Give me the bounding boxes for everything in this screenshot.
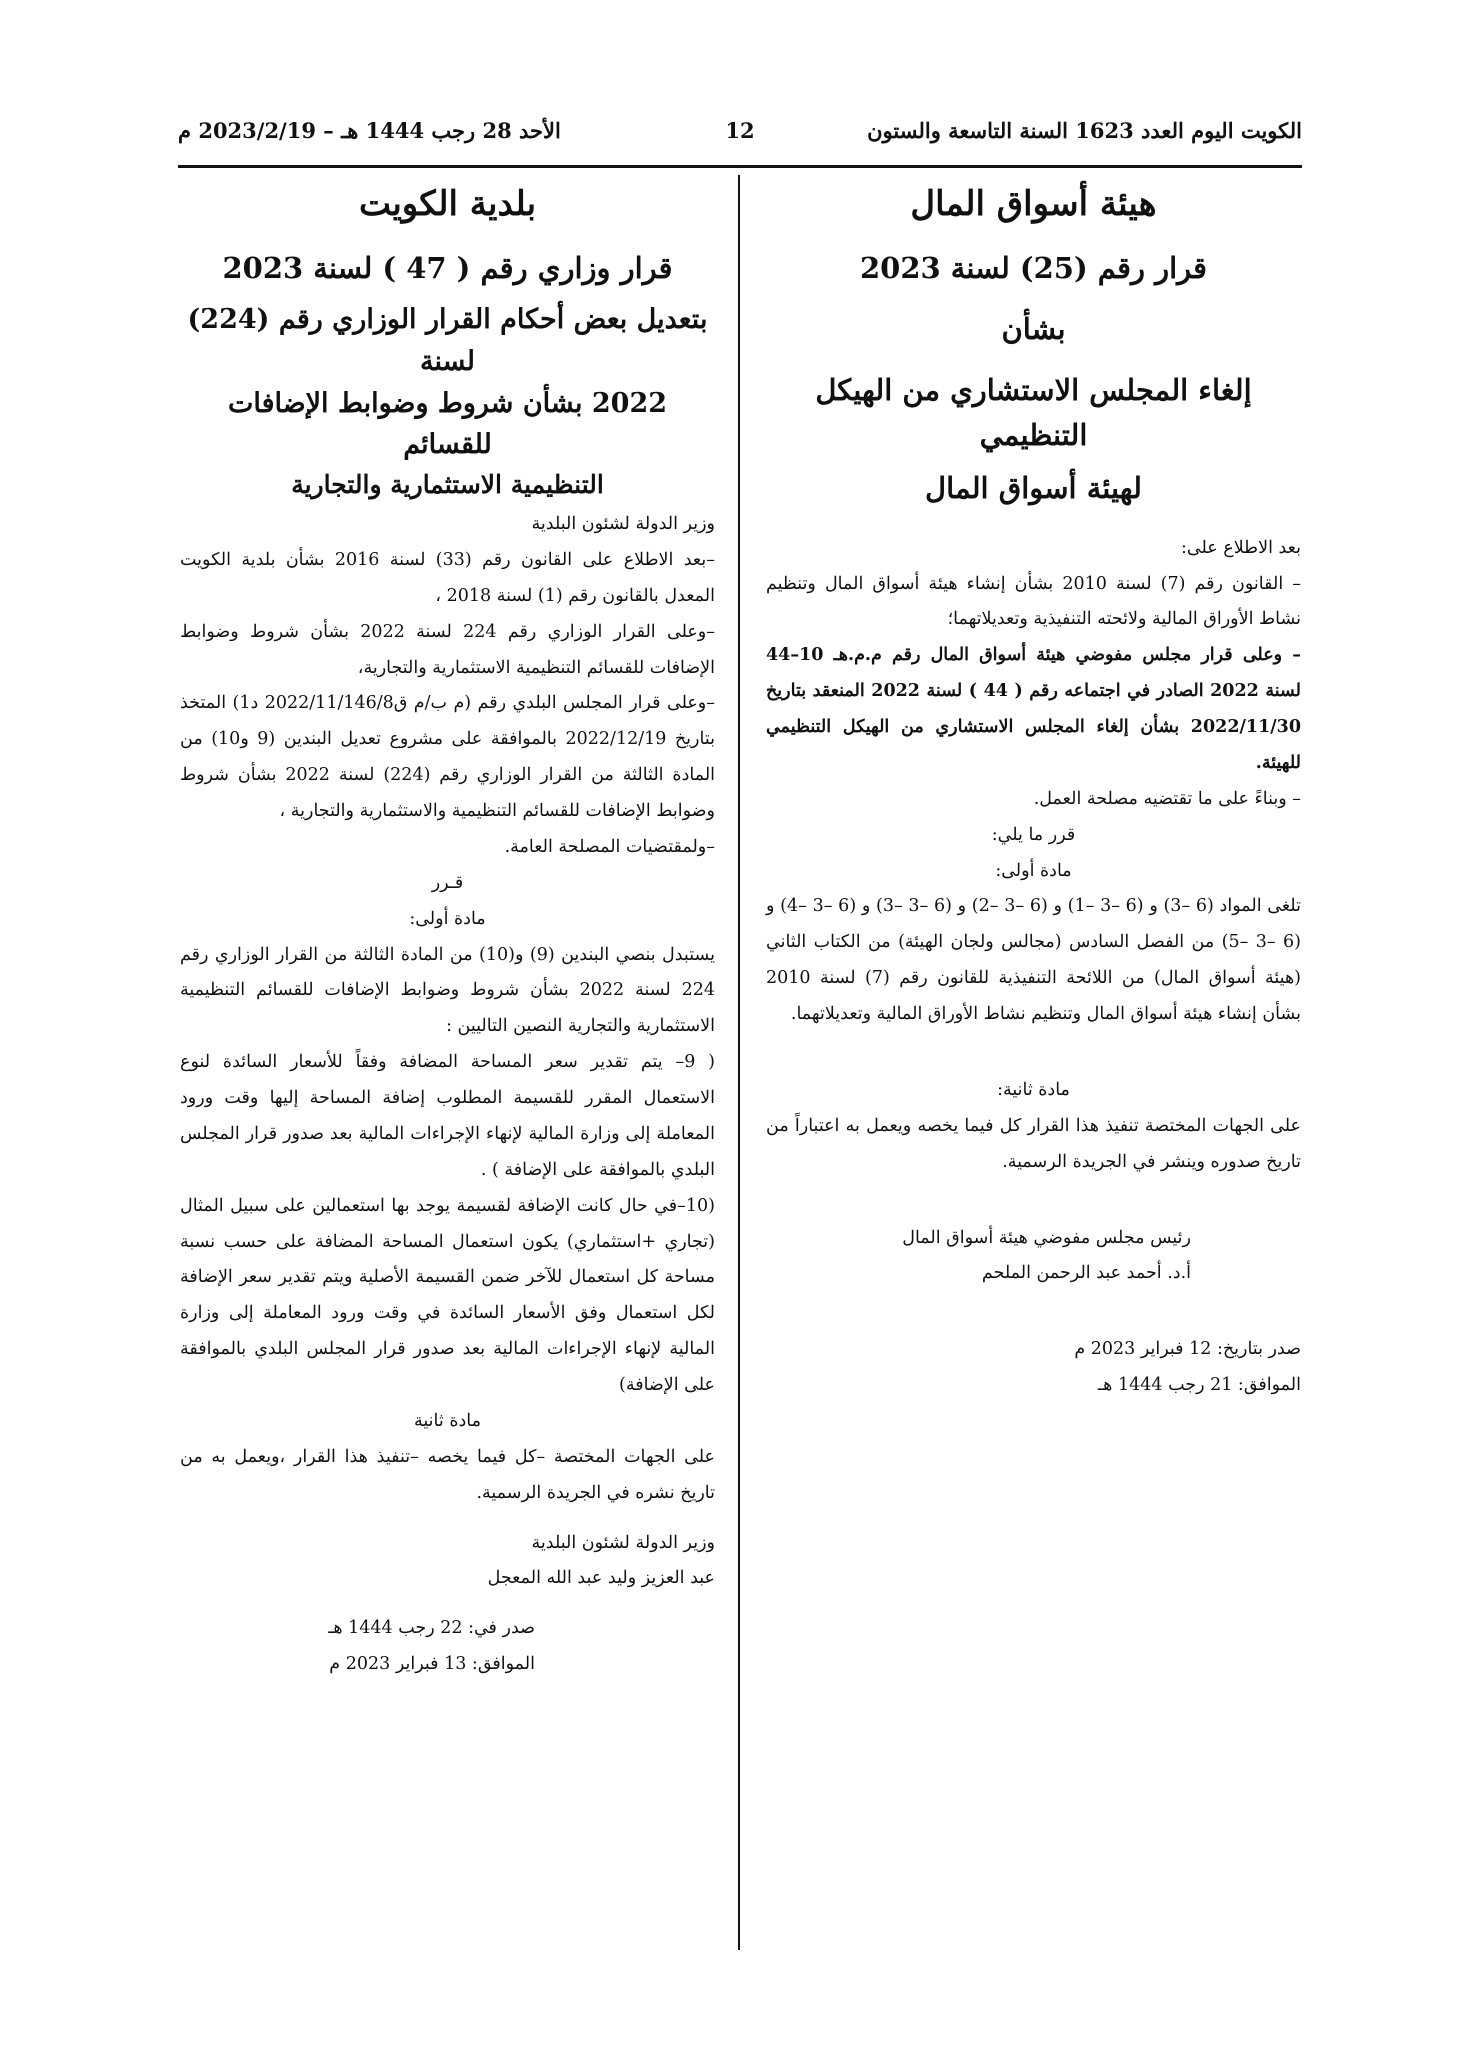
municipality-subject-line1: بتعديل بعض أحكام القرار الوزاري رقم (224) لسنة — [187, 303, 708, 377]
cma-decision-title: قرار رقم (25) لسنة 2023 — [859, 251, 1207, 285]
gazette-issue: الكويت اليوم العدد 1623 السنة التاسعة والستون — [867, 118, 1302, 143]
cma-authority-title: هيئة أسواق المال — [910, 184, 1157, 224]
municipality-corresponding-date: الموافق: 13 فبراير 2023 م — [329, 1654, 535, 1675]
page-number: 12 — [725, 118, 755, 143]
municipality-article2-text: على الجهات المختصة –كل فيما يخصه –تنفيذ هذا القرار ،ويعمل به من تاريخ نشره في الجريدة الرسمية. — [180, 1446, 715, 1503]
municipality-signatory-name: عبد العزيز وليد عبد الله المعجل — [487, 1568, 715, 1589]
cma-corresponding-date: الموافق: 21 رجب 1444 هـ — [1098, 1375, 1301, 1396]
municipality-item4: –ولمقتضيات المصلحة العامة. — [504, 836, 715, 857]
cma-subject-line1: إلغاء المجلس الاستشاري من الهيكل التنظيمي — [815, 372, 1252, 452]
cma-article1-text: تلغى المواد (6 –3) و (6 –3 –1) و (6 –3 –2) و (6 –3 –3) و (6 –3 –4) و (6 –3 –5) من الفصل السادس (مجالس ولجان الهيئة) من الكتاب الثاني (هيئة أسواق المال) من اللائحة التنفيذية للقانون رقم (7) لسنة 2010 بشأن إنشاء هيئة أسواق المال وتنظيم نشاط الأوراق المالية وتعديلاتهما. — [766, 896, 1302, 1025]
cma-decision — [766, 178, 1301, 1404]
cma-item1: – القانون رقم (7) لسنة 2010 بشأن إنشاء هيئة أسواق المال وتنظيم نشاط الأوراق المالية ولائحته التنفيذية وتعديلاتهما؛ — [766, 573, 1301, 630]
municipality-decided: قـرر — [431, 872, 464, 893]
cma-issued-date: صدر بتاريخ: 12 فبراير 2023 م — [1074, 1339, 1301, 1360]
cma-intro: بعد الاطلاع على: — [1181, 537, 1301, 558]
municipality-item3: –وعلى قرار المجلس البلدي رقم (م ب/م ق2022/11/146/8 د1) المتخذ بتاريخ 2022/12/19 بالموافقة على مشروع تعديل البندين (9 و10) من المادة الثالثة من القرار الوزاري رقم (224) لسنة 2022 بشأن شروط وضوابط الإضافات للقسائم التنظيمية والاستثمارية والتجارية ، — [180, 693, 716, 822]
municipality-clause10: (10–في حال كانت الإضافة لقسيمة يوجد بها استعمالين على سبيل المثال (تجاري +استثماري) يكون استعمال المساحة المضافة على حسب نسبة مساحة كل استعمال للآخر ضمن القسيمة الأصلية ويتم تقدير سعر الإضافة لكل استعمال وفق الأسعار السائدة في وقت ورود المعاملة إلى وزارة المالية لإنهاء الإجراءات المالية بعد صدور قرار المجلس البلدي بالموافقة على الإضافة) — [180, 1195, 715, 1396]
municipality-article1-text: يستبدل بنصي البندين (9) و(10) من المادة الثالثة من القرار الوزاري رقم 224 لسنة 2022 بشأن شروط وضوابط الإضافات للقسائم التنظيمية الاستثمارية والتجارية النصين التاليين : — [180, 944, 715, 1037]
municipality-article2-label: مادة ثانية — [414, 1410, 481, 1431]
municipality-decision-title: قرار وزاري رقم ( 47 ) لسنة 2023 — [222, 251, 673, 285]
cma-decided: قرر ما يلي: — [991, 824, 1076, 845]
column-divider — [738, 175, 740, 1950]
page-header — [178, 118, 1302, 162]
municipality-subject-line2: 2022 بشأن شروط وضوابط الإضافات للقسائم — [227, 387, 668, 461]
municipality-authority-title: بلدية الكويت — [358, 184, 537, 224]
cma-item3: – وبناءً على ما تقتضيه مصلحة العمل. — [1033, 788, 1301, 809]
cma-article1-label: مادة أولى: — [995, 860, 1072, 881]
cma-signatory-title: رئيس مجلس مفوضي هيئة أسواق المال — [902, 1227, 1191, 1248]
municipality-article1-label: مادة أولى: — [409, 908, 486, 929]
municipality-issued-date: صدر في: 22 رجب 1444 هـ — [328, 1618, 535, 1639]
cma-subject-label: بشأن — [1001, 311, 1066, 346]
municipality-item1: –بعد الاطلاع على القانون رقم (33) لسنة 2016 بشأن بلدية الكويت المعدل بالقانون رقم (1) لسنة 2018 ، — [180, 549, 715, 606]
cma-item2: – وعلى قرار مجلس مفوضي هيئة أسواق المال رقم م.م.هـ 10–44 لسنة 2022 الصادر في اجتماعه رقم ( 44 ) لسنة 2022 المنعقد بتاريخ 2022/11/30 بشأن إلغاء المجلس الاستشاري من الهيكل التنظيمي للهيئة. — [766, 645, 1302, 773]
municipality-minister: وزير الدولة لشئون البلدية — [531, 514, 715, 535]
cma-article2-label: مادة ثانية: — [997, 1079, 1070, 1100]
cma-subject-line2: لهيئة أسواق المال — [925, 470, 1142, 505]
cma-article2-text: على الجهات المختصة تنفيذ هذا القرار كل فيما يخصه ويعمل به اعتباراً من تاريخ صدوره وينشر في الجريدة الرسمية. — [766, 1115, 1301, 1172]
municipality-decision — [180, 178, 715, 1683]
issue-date: الأحد 28 رجب 1444 هـ – 2023/2/19 م — [178, 118, 561, 143]
municipality-subject-line3: التنظيمية الاستثمارية والتجارية — [291, 470, 604, 500]
municipality-item2: –وعلى القرار الوزاري رقم 224 لسنة 2022 بشأن شروط وضوابط الإضافات للقسائم التنظيمية الاستثمارية والتجارية، — [180, 621, 716, 678]
header-rule — [178, 165, 1302, 168]
municipality-signatory-title: وزير الدولة لشئون البلدية — [531, 1532, 715, 1553]
cma-signatory-name: أ.د. أحمد عبد الرحمن الملحم — [981, 1263, 1191, 1284]
municipality-clause9: ( 9– يتم تقدير سعر المساحة المضافة وفقاً للأسعار السائدة لنوع الاستعمال المقرر للقسيمة المطلوب إضافة المساحة إليها وقت ورود المعاملة إلى وزارة المالية لإنهاء الإجراءات المالية بعد صدور قرار المجلس البلدي بالموافقة على الإضافة ) . — [180, 1052, 716, 1180]
